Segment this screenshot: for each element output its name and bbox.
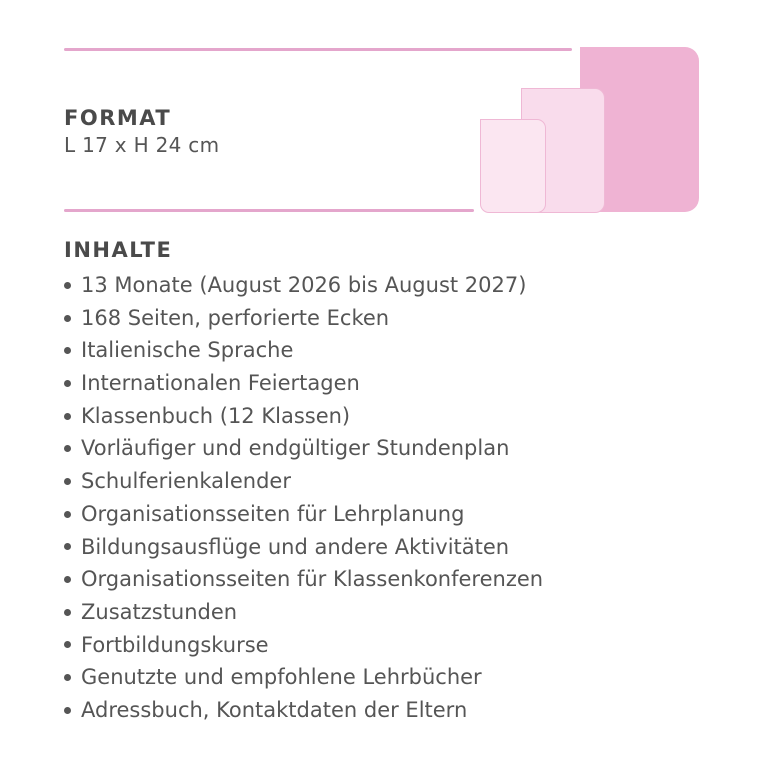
- list-item-text: Fortbildungskurse: [81, 632, 269, 657]
- list-item: [64, 498, 543, 531]
- list-item: [64, 596, 543, 629]
- list-item-text: Vorläufiger und endgültiger Stundenplan: [81, 436, 510, 461]
- bullet-icon: [64, 707, 71, 714]
- bullet-icon: [64, 609, 71, 616]
- list-item-text: Bildungsausflüge und andere Aktivitäten: [81, 534, 510, 559]
- list-item: [64, 694, 543, 727]
- list-item-text: 168 Seiten, perforierte Ecken: [81, 305, 390, 330]
- bullet-icon: [64, 315, 71, 322]
- contents-list: [64, 269, 543, 727]
- bottom-divider: [64, 209, 474, 212]
- list-item: [64, 302, 543, 335]
- list-item: [64, 269, 543, 302]
- list-item: [64, 432, 543, 465]
- format-value: L 17 x H 24 cm: [64, 133, 220, 157]
- list-item-text: Adressbuch, Kontaktdaten der Eltern: [81, 697, 468, 722]
- list-item-text: Organisationsseiten für Lehrplanung: [81, 501, 465, 526]
- list-item: [64, 661, 543, 694]
- bullet-icon: [64, 282, 71, 289]
- list-item-text: Schulferienkalender: [81, 469, 291, 494]
- list-item: [64, 563, 543, 596]
- bullet-icon: [64, 543, 71, 550]
- list-item: [64, 465, 543, 498]
- bullet-icon: [64, 413, 71, 420]
- list-item-text: Internationalen Feiertagen: [81, 371, 360, 396]
- bullet-icon: [64, 641, 71, 648]
- bullet-icon: [64, 674, 71, 681]
- list-item: [64, 334, 543, 367]
- contents-heading: INHALTE: [64, 238, 173, 262]
- format-illustration-small-card: [480, 119, 546, 213]
- list-item-text: Klassenbuch (12 Klassen): [81, 403, 351, 428]
- list-item-text: Zusatzstunden: [81, 599, 238, 624]
- list-item: [64, 367, 543, 400]
- format-heading: FORMAT: [64, 106, 172, 130]
- list-item-text: Genutzte und empfohlene Lehrbücher: [81, 665, 482, 690]
- list-item: [64, 531, 543, 564]
- top-divider: [64, 48, 572, 51]
- list-item-text: 13 Monate (August 2026 bis August 2027): [81, 273, 527, 297]
- list-item: [64, 400, 543, 433]
- list-item: [64, 629, 543, 662]
- bullet-icon: [64, 380, 71, 387]
- bullet-icon: [64, 576, 71, 583]
- list-item-text: Organisationsseiten für Klassenkonferenzen: [81, 567, 544, 592]
- list-item-text: Italienische Sprache: [81, 338, 294, 363]
- bullet-icon: [64, 511, 71, 518]
- bullet-icon: [64, 347, 71, 354]
- bullet-icon: [64, 478, 71, 485]
- bullet-icon: [64, 445, 71, 452]
